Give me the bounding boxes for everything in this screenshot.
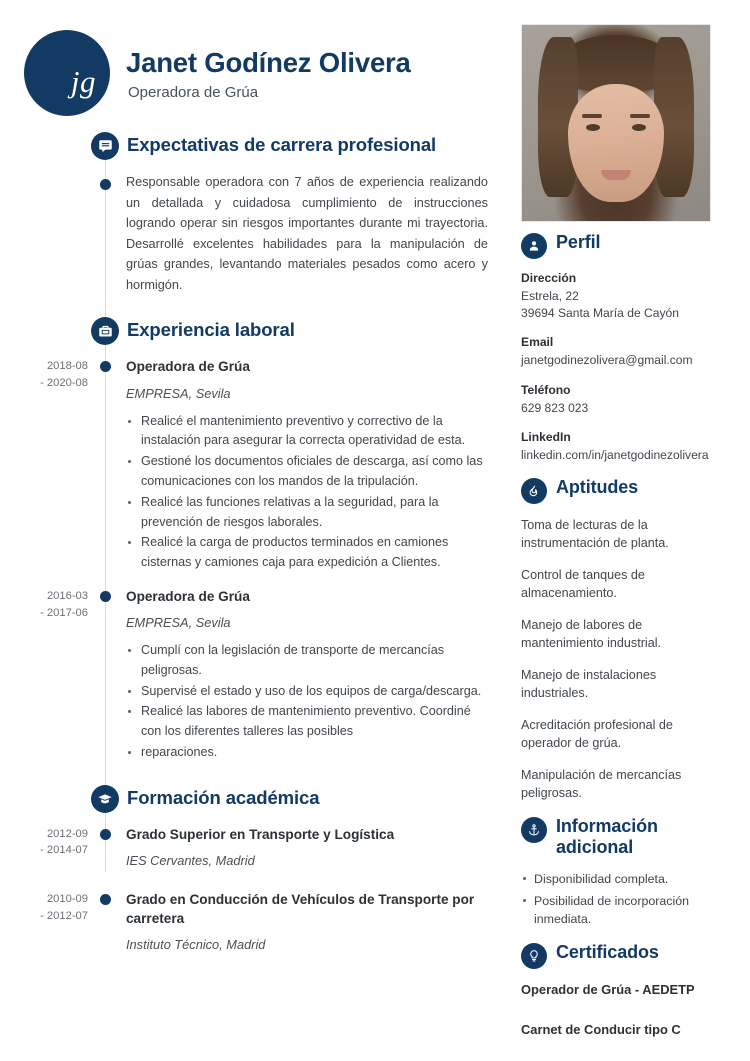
date-start: 2012-09 <box>46 827 88 840</box>
contact-email <box>521 335 716 369</box>
sidebar-header-profile <box>521 232 716 259</box>
sidebar-section-skills <box>521 477 716 803</box>
section-header-experience <box>0 317 512 351</box>
entry-date-range <box>0 891 88 925</box>
timeline-dot <box>100 591 111 602</box>
candidate-job-title: Operadora de Grúa <box>128 84 259 101</box>
sidebar-header-skills <box>521 477 716 504</box>
contact-phone <box>521 383 716 417</box>
section-work-experience <box>0 317 512 762</box>
contact-linkedin <box>521 430 716 464</box>
sidebar-header-additional-info <box>521 816 716 858</box>
summary-row <box>0 172 512 295</box>
photo-brow-left <box>582 114 602 118</box>
skill-item: Manejo de instalaciones industriales. <box>521 667 657 701</box>
contact-label: Teléfono <box>521 382 571 397</box>
sidebar-title-certificates: Certificados <box>556 942 659 963</box>
skill-item: Acreditación profesional de operador de grúa. <box>521 717 673 751</box>
entry-organization: EMPRESA, Sevila <box>126 385 231 401</box>
entry-bullet: Realicé el mantenimiento preventivo y correctivo de la instalación para asegurar la correcta operatividad de esta. <box>126 412 490 452</box>
sidebar-column <box>512 0 750 1061</box>
entry-bullet: Realicé la carga de productos terminados en camiones cisternas y camiones caja para expedición a Clientes. <box>126 533 490 573</box>
contact-value[interactable]: linkedin.com/in/janetgodinezolivera <box>521 447 709 462</box>
briefcase-icon <box>91 317 119 345</box>
additional-info-list <box>521 870 716 928</box>
education-entry <box>0 890 512 955</box>
sidebar-section-additional-info <box>521 816 716 928</box>
education-degree: Grado Superior en Transporte y Logística <box>126 826 395 842</box>
entry-bullet: Cumplí con la legislación de transporte de mercancías peligrosas. <box>126 641 490 681</box>
anchor-icon <box>521 817 547 843</box>
certificate-item: Carnet de Conducir tipo C <box>521 1022 681 1038</box>
photo-eye-left <box>586 124 600 131</box>
photo-face <box>568 84 664 202</box>
photo-eye-right <box>632 124 646 131</box>
additional-info-item: Posibilidad de incorporación inmediata. <box>521 892 716 928</box>
additional-info-item: Disponibilidad completa. <box>521 870 716 888</box>
timeline-dot <box>100 179 111 190</box>
summary-text: Responsable operadora con 7 años de experiencia realizando un detallada y cuidadosa cumplimiento de instrucciones logrando operar sin riesgos importantes durante mi trayectoria. Desarrollé excelentes habilidades para la manipulación de grúas grandes, levantando materiales pesados como acero y hormigón. <box>126 175 488 292</box>
candidate-name: Janet Godínez Olivera <box>126 47 411 78</box>
date-start: 2018-08 <box>46 360 88 373</box>
skill-item: Manipulación de mercancías peligrosas. <box>521 767 682 801</box>
section-header-summary <box>0 132 512 166</box>
section-title-experience: Experiencia laboral <box>127 319 295 341</box>
education-school: Instituto Técnico, Madrid <box>126 937 266 953</box>
lightbulb-icon <box>521 943 547 969</box>
photo-mouth <box>601 170 631 180</box>
contact-value: Estrela, 22 <box>521 289 579 303</box>
sidebar-title-profile: Perfil <box>556 232 601 252</box>
avatar <box>521 24 711 222</box>
education-school: IES Cervantes, Madrid <box>126 852 255 868</box>
section-education <box>0 785 512 955</box>
education-entry <box>0 825 512 870</box>
entry-bullet: Supervisé el estado y uso de los equipos de carga/descarga. <box>126 682 490 702</box>
date-start: 2010-09 <box>46 892 88 905</box>
experience-entry <box>0 357 512 572</box>
section-header-education <box>0 785 512 819</box>
entry-bullet-list <box>126 412 490 573</box>
resume-header <box>0 22 512 132</box>
contact-label: LinkedIn <box>521 429 571 444</box>
entry-organization: EMPRESA, Sevila <box>126 615 231 631</box>
contact-label: Dirección <box>521 271 577 285</box>
date-start: 2016-03 <box>46 589 88 602</box>
date-end: - 2012-07 <box>40 909 88 922</box>
entry-date-range <box>0 826 88 860</box>
section-title-summary: Expectativas de carrera profesional <box>127 134 437 155</box>
contact-value[interactable]: janetgodinezolivera@gmail.com <box>521 353 693 368</box>
timeline-dot <box>100 829 111 840</box>
entry-bullet: Realicé las labores de mantenimiento preventivo. Coordiné con los diferentes talleres las posibles <box>126 702 490 742</box>
certificate-item: Operador de Grúa - AEDETP <box>521 982 695 998</box>
contact-address <box>521 271 716 322</box>
section-career-summary <box>0 132 512 295</box>
entry-role: Operadora de Grúa <box>126 588 250 604</box>
date-end: - 2020-08 <box>40 377 88 390</box>
entry-bullet: Gestioné los documentos oficiales de descarga, así como las comunicaciones con los mandos de la tripulación. <box>126 452 490 492</box>
person-icon <box>521 233 547 259</box>
timeline-dot <box>100 894 111 905</box>
skill-item: Toma de lecturas de la instrumentación de planta. <box>521 517 669 551</box>
entry-bullet: Realicé las funciones relativas a la seguridad, para la prevención de riesgos laborales. <box>126 493 490 533</box>
skill-item: Manejo de labores de mantenimiento industrial. <box>521 617 662 651</box>
sidebar-title-additional-info: Información adicional <box>556 815 658 858</box>
date-end: - 2017-06 <box>40 606 88 619</box>
date-end: - 2014-07 <box>40 844 88 857</box>
sidebar-section-profile <box>521 232 716 464</box>
sidebar-section-certificates <box>521 942 716 1039</box>
skill-item: Control de tanques de almacenamiento. <box>521 567 645 601</box>
speech-bubble-icon <box>91 132 119 160</box>
entry-bullet-list <box>126 641 490 763</box>
entry-date-range <box>0 358 88 392</box>
monogram-avatar: jg <box>24 30 110 116</box>
experience-entry <box>0 587 512 763</box>
contact-value: 39694 Santa María de Cayón <box>521 306 679 321</box>
section-title-education: Formación académica <box>127 786 320 808</box>
graduation-cap-icon <box>91 785 119 813</box>
contact-value: 629 823 023 <box>521 400 589 415</box>
sidebar-header-certificates <box>521 942 716 969</box>
entry-role: Operadora de Grúa <box>126 359 250 375</box>
contact-label: Email <box>521 335 554 350</box>
education-degree: Grado en Conducción de Vehículos de Transporte por carretera <box>126 891 475 927</box>
entry-bullet: reparaciones. <box>126 743 490 763</box>
photo-brow-right <box>630 114 650 118</box>
entry-date-range <box>0 588 88 622</box>
flame-icon <box>521 478 547 504</box>
sidebar-title-skills: Aptitudes <box>556 476 639 497</box>
